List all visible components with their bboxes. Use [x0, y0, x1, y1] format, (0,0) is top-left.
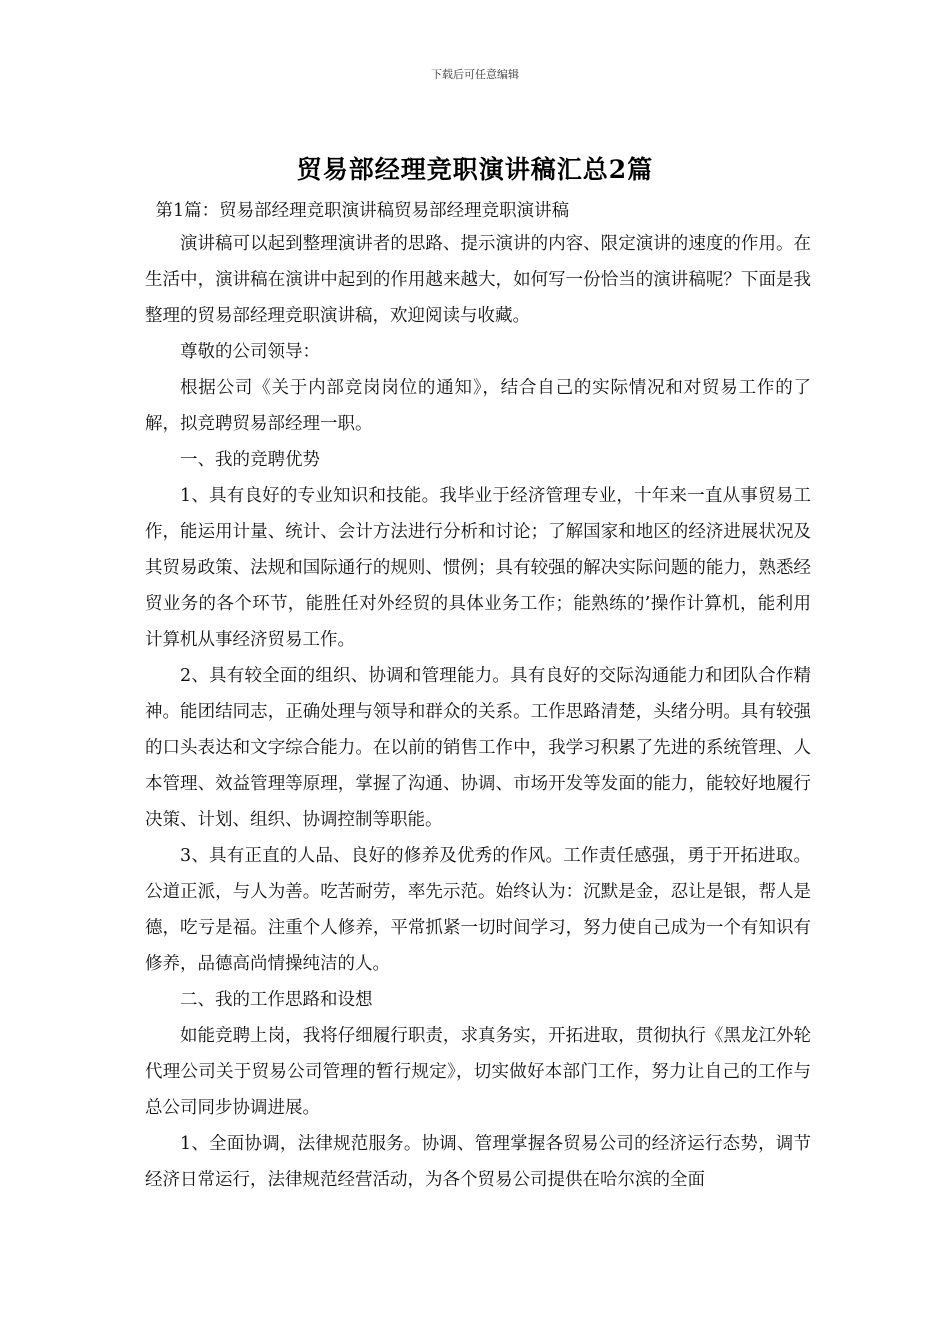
paragraph-advantage-3: 3、具有正直的人品、良好的修养及优秀的作风。工作责任感强，勇于开拓进取。公道正派，与人为善。吃苦耐劳，率先示范。始终认为：沉默是金，忍让是银，帮人是德，吃亏是福。注重个人修养，平常抓紧一切时间学习，努力使自己成为一个有知识有修养，品德高尚情操纯洁的人。: [145, 846, 811, 974]
heading-advantages: 一、我的竞聘优势: [180, 450, 320, 470]
paragraph-advantage-2: 2、具有较全面的组织、协调和管理能力。具有良好的交际沟通能力和团队合作精神。能团结同志，正确处理与领导和群众的关系。工作思路清楚，头绪分明。具有较强的口头表达和文字综合能力。在以前的销售工作中，我学习积累了先进的系统管理、人本管理、效益管理等原理，掌握了沟通、协调、市场开发等发面的能力，能较好地履行决策、计划、组织、协调控制等职能。: [145, 666, 811, 830]
document-title: 贸易部经理竞职演讲稿汇总2篇: [296, 155, 654, 184]
paragraph-work-plan: 如能竞聘上岗，我将仔细履行职责，求真务实，开拓进取，贯彻执行《黑龙江外轮代理公司关于贸易公司管理的暂行规定》，切实做好本部门工作，努力让自己的工作与总公司同步协调进展。: [145, 1026, 811, 1118]
heading-work-plan: 二、我的工作思路和设想: [180, 990, 373, 1010]
section-heading: 第1篇：贸易部经理竞职演讲稿贸易部经理竞职演讲稿: [155, 201, 570, 221]
paragraph-salutation: 尊敬的公司领导：: [180, 342, 320, 362]
paragraph-plan-1: 1、全面协调，法律规范服务。协调、管理掌握各贸易公司的经济运行态势，调节经济日常运行，法律规范经营活动，为各个贸易公司提供在哈尔滨的全面: [145, 1134, 811, 1190]
paragraph-intro: 演讲稿可以起到整理演讲者的思路、提示演讲的内容、限定演讲的速度的作用。在生活中，演讲稿在演讲中起到的作用越来越大，如何写一份恰当的演讲稿呢？下面是我整理的贸易部经理竞职演讲稿，欢迎阅读与收藏。: [145, 234, 811, 326]
header-note: 下载后可任意编辑: [431, 68, 519, 81]
document-body: [145, 196, 811, 1198]
paragraph-advantage-1: 1、具有良好的专业知识和技能。我毕业于经济管理专业，十年来一直从事贸易工作，能运用计量、统计、会计方法进行分析和讨论；了解国家和地区的经济进展状况及其贸易政策、法规和国际通行的规则、惯例；具有较强的解决实际问题的能力，熟悉经贸业务的各个环节，能胜任对外经贸的具体业务工作；能熟练的’操作计算机，能利用计算机从事经济贸易工作。: [145, 486, 811, 650]
paragraph-opening: 根据公司《关于内部竞岗岗位的通知》，结合自己的实际情况和对贸易工作的了解，拟竞聘贸易部经理一职。: [145, 378, 811, 434]
